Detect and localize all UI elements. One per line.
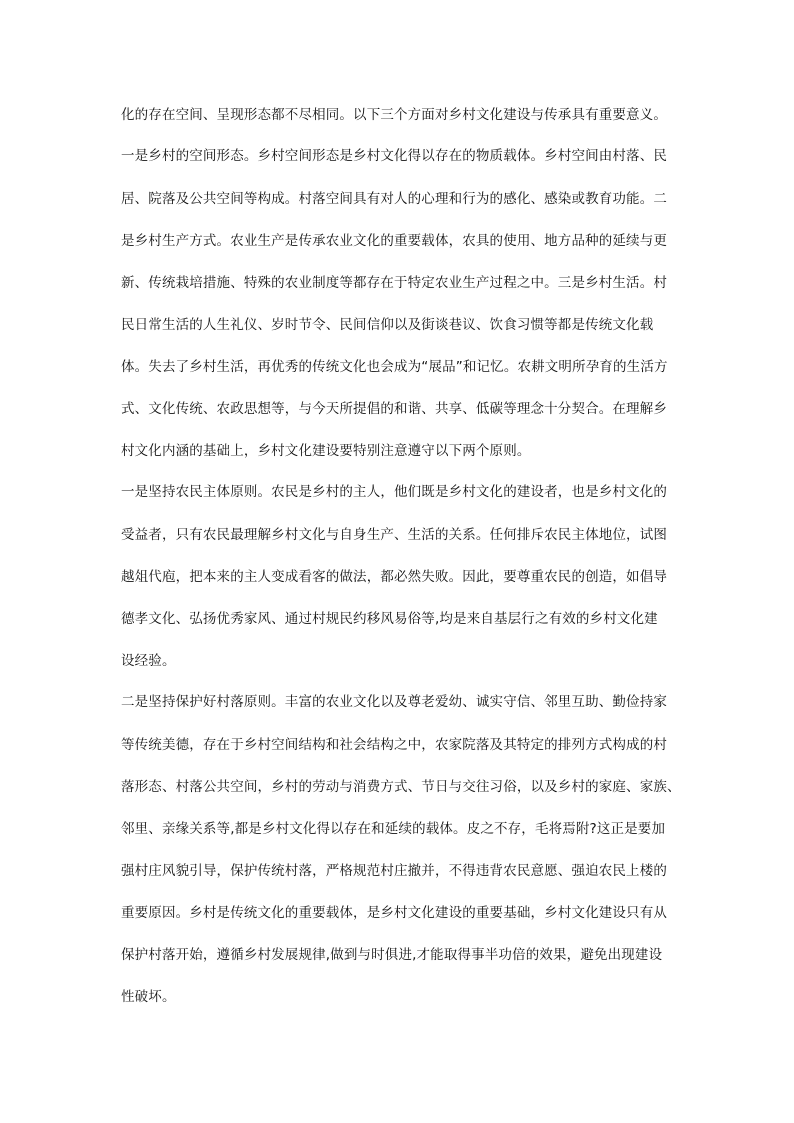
text-line: 受益者，只有农民最理解乡村文化与自身生产、生活的关系。任何排斥农民主体地位，试图 <box>121 527 667 543</box>
text-line: 等传统美德，存在于乡村空间结构和社会结构之中，农家院落及其特定的排列方式构成的村 <box>121 737 667 753</box>
text-line: 居、院落及公共空间等构成。村落空间具有对人的心理和行为的感化、感染或教育功能。二 <box>121 191 667 207</box>
text-line: 德孝文化、弘扬优秀家风、通过村规民约移风易俗等,均是来自基层行之有效的乡村文化建 <box>121 611 658 627</box>
text-line: 一是乡村的空间形态。乡村空间形态是乡村文化得以存在的物质载体。乡村空间由村落、民 <box>121 148 667 164</box>
text-line: 体。失去了乡村生活，再优秀的传统文化也会成为“展品”和记忆。农耕文明所孕育的生活方 <box>121 359 668 375</box>
text-line: 保护村落开始，遵循乡村发展规律,做到与时俱进,才能取得事半功倍的效果，避免出现建设 <box>121 947 663 963</box>
text-line: 化的存在空间、呈现形态都不尽相同。以下三个方面对乡村文化建设与传承具有重要意义。 <box>121 107 667 123</box>
text-line: 新、传统栽培措施、特殊的农业制度等都存在于特定农业生产过程之中。三是乡村生活。村 <box>121 275 667 291</box>
text-line: 落形态、村落公共空间，乡村的劳动与消费方式、节日与交往习俗，以及乡村的家庭、家族、 <box>121 779 681 795</box>
text-line: 是乡村生产方式。农业生产是传承农业文化的重要载体，农具的使用、地方品种的延续与更 <box>121 233 667 249</box>
text-line: 越俎代庖，把本来的主人变成看客的做法，都必然失败。因此，要尊重农民的创造，如倡导 <box>121 569 667 585</box>
text-line: 强村庄风貌引导，保护传统村落，严格规范村庄撤并，不得违背农民意愿、强迫农民上楼的 <box>121 863 667 879</box>
text-line: 重要原因。乡村是传统文化的重要载体，是乡村文化建设的重要基础，乡村文化建设只有从 <box>121 905 667 921</box>
text-line: 一是坚持农民主体原则。农民是乡村的主人，他们既是乡村文化的建设者，也是乡村文化的 <box>121 484 667 500</box>
text-line: 二是坚持保护好村落原则。丰富的农业文化以及尊老爱幼、诚实守信、邻里互助、勤俭持家 <box>121 694 667 710</box>
text-line: 民日常生活的人生礼仪、岁时节令、民间信仰以及街谈巷议、饮食习惯等都是传统文化载 <box>121 317 654 333</box>
text-line: 性破坏。 <box>121 989 176 1005</box>
text-line: 村文化内涵的基础上，乡村文化建设要特别注意遵守以下两个原则。 <box>121 443 531 459</box>
text-line: 邻里、亲缘关系等,都是乡村文化得以存在和延续的载体。皮之不存，毛将焉附?这正是要加 <box>121 821 666 837</box>
text-line: 设经验。 <box>121 653 176 669</box>
text-line: 式、文化传统、农政思想等，与今天所提倡的和谐、共享、低碳等理念十分契合。在理解乡 <box>121 401 667 417</box>
